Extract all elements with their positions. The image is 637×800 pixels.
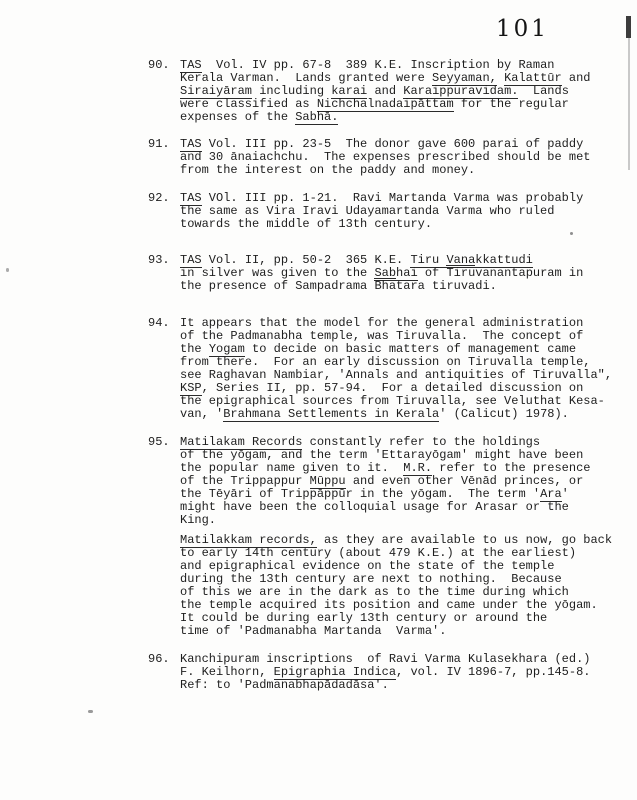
- text-run: in silver was given to the: [180, 266, 375, 280]
- footnote-paragraph: [180, 436, 618, 527]
- text-run: Kanchipuram inscriptions of Ravi Varma Kulasekhara (ed.): [180, 652, 591, 666]
- overlined-term: Bha: [374, 279, 397, 293]
- text-run: refer to the presence: [432, 461, 591, 475]
- text-run: Kerala Varman. Lands granted were: [180, 71, 433, 85]
- footnotes-list: [148, 59, 618, 692]
- footnote-number: 95.: [148, 435, 170, 449]
- underlined-term: Nichchalnadaipāttam: [316, 97, 454, 111]
- underlined-term: KSP: [180, 381, 202, 395]
- underlined-term: Mūppu: [309, 474, 346, 488]
- underlined-term: Kalattūr: [504, 71, 562, 85]
- text-run: King.: [180, 513, 217, 527]
- footnote-item: [148, 436, 618, 638]
- footnote-paragraph: [180, 192, 618, 231]
- text-run: vanantapuram in: [475, 266, 584, 280]
- text-run: for the regular: [453, 97, 569, 111]
- footnote-number: 94.: [148, 316, 170, 330]
- underlined-term: Matilakam Records: [180, 435, 303, 449]
- text-run: Vol. III pp. 23-5 The donor gave 600 parai of paddy: [201, 137, 584, 151]
- text-run: F. Keilhorn,: [180, 665, 274, 679]
- footnote-body: [180, 59, 618, 124]
- text-run: to early 14th century (about 479 K.E.) at the earliest): [180, 546, 577, 560]
- footnote-item: [148, 192, 618, 231]
- text-run: and epigraphical evidence on the state of the temple: [180, 559, 555, 573]
- text-line: [180, 218, 618, 231]
- scan-artifact-speck: [6, 268, 9, 272]
- text-run: were classified as: [180, 97, 317, 111]
- text-run: time of 'Padmanabha Martanda Varma'.: [180, 624, 447, 638]
- underlined-term: Tiru Vanakkattudi: [410, 253, 533, 267]
- underlined-term: TAS: [180, 253, 202, 267]
- page-number: 101: [496, 16, 549, 42]
- scan-artifact-edge-line: [628, 38, 630, 170]
- underlined-term: Yogam: [208, 342, 245, 356]
- underlined-term: Karaippuravidam.: [403, 84, 519, 98]
- underlined-term: TAS: [180, 58, 202, 72]
- text-run: to decide on basic matters of management came: [244, 342, 577, 356]
- text-run: the epigraphical sources from Tiruvalla, see Veluthat Kesa-: [180, 394, 605, 408]
- text-run: of this we are in the dark as to the time during which: [180, 585, 569, 599]
- text-run: of the yōgam, and the term 'Ettarayōgam' might have been: [180, 448, 584, 462]
- text-run: tara tiruvadi.: [396, 279, 497, 293]
- text-line: [180, 514, 618, 527]
- text-run: the presence of Sampadrama: [180, 279, 375, 293]
- footnote-paragraph: [180, 534, 618, 638]
- text-line: [180, 280, 618, 293]
- underlined-term: Seyyaman,: [432, 71, 497, 85]
- text-run: [497, 71, 504, 85]
- text-run: It could be during early 13th century or around the: [180, 611, 548, 625]
- text-line: [180, 408, 618, 421]
- underlined-term: Brahmana Settlements in Kerala: [223, 407, 440, 421]
- footnote-paragraph: [180, 317, 618, 421]
- text-run: from there. For an early discussion on Tiruvalla temple,: [180, 355, 591, 369]
- text-run: of: [417, 266, 447, 280]
- text-run: Vol. IV pp. 67-8 389 K.E. Inscription by Raman: [201, 58, 555, 72]
- footnote-number: 96.: [148, 652, 170, 666]
- text-run: expenses of the: [180, 110, 296, 124]
- text-run: Ref: to 'Padmanabhapādadāsa'.: [180, 678, 389, 692]
- text-run: from the interest on the paddy and money.: [180, 163, 476, 177]
- text-run: might have been the colloquial usage for Arasar or the: [180, 500, 569, 514]
- text-run: the popular name given to it.: [180, 461, 404, 475]
- footnote-body: [180, 138, 618, 177]
- footnote-item: [148, 653, 618, 692]
- text-run: and 30 ānaiachchu. The expenses prescribed should be met: [180, 150, 591, 164]
- text-line: [180, 625, 618, 638]
- text-run: during the 13th century are next to nothing. Because: [180, 572, 562, 586]
- underlined-term: Sabhā.: [295, 110, 339, 124]
- scan-artifact-speck: [88, 710, 93, 713]
- underlined-term: M.R.: [403, 461, 433, 475]
- footnote-item: [148, 317, 618, 421]
- footnote-number: 90.: [148, 58, 170, 72]
- scan-artifact-speck: [570, 232, 573, 235]
- footnote-body: [180, 317, 618, 421]
- underlined-term: Siraiyāram: [180, 84, 253, 98]
- text-run: see Raghavan Nambiar, 'Annals and antiquities of Tiruvalla",: [180, 368, 613, 382]
- text-run: the temple acquired its position and came under the yōgam.: [180, 598, 598, 612]
- footnote-paragraph: [180, 254, 618, 293]
- underlined-term: Ara: [540, 487, 562, 501]
- text-run: the Tēyāri of Trippāppūr in the yōgam. The term ': [180, 487, 541, 501]
- underlined-term: TAS: [180, 137, 202, 151]
- overlined-term: Tiru: [446, 266, 476, 280]
- text-run: , Series II, pp. 57-94. For a detailed discussion on: [201, 381, 584, 395]
- footnote-body: [180, 192, 618, 231]
- text-run: ' (Calicut) 1978).: [439, 407, 569, 421]
- text-run: VOl. III pp. 1-21. Ravi Martanda Varma was probably: [201, 191, 584, 205]
- text-run: of the Trippappur: [180, 474, 310, 488]
- text-line: [180, 501, 618, 514]
- underlined-term: TAS: [180, 191, 202, 205]
- text-line: [180, 164, 618, 177]
- text-run: including: [252, 84, 332, 98]
- text-run: the same as Vira Iravi Udayamartanda Varma who ruled: [180, 204, 555, 218]
- text-line: [180, 679, 618, 692]
- scan-artifact-edge-tick: [626, 16, 631, 38]
- text-run: constantly refer to the holdings: [302, 435, 541, 449]
- text-run: ': [561, 487, 569, 501]
- text-run: as they are available to us now, go back: [316, 533, 613, 547]
- footnote-item: [148, 254, 618, 293]
- footnote-item: [148, 138, 618, 177]
- footnote-body: [180, 653, 618, 692]
- text-run: , vol. IV 1896-7, pp.145-8.: [396, 665, 591, 679]
- text-run: and even other Vēnād princes, or: [345, 474, 584, 488]
- text-run: van, ': [180, 407, 224, 421]
- underlined-term: Epigraphia Indica: [273, 665, 397, 679]
- text-run: Lands: [518, 84, 569, 98]
- footnote-body: [180, 254, 618, 293]
- text-line: [180, 111, 618, 124]
- text-run: Vol. II, pp. 50-2 365 K.E.: [201, 253, 411, 267]
- text-run: and: [561, 71, 591, 85]
- text-run: It appears that the model for the general administration: [180, 316, 584, 330]
- text-run: and: [367, 84, 404, 98]
- underlined-term: karai: [331, 84, 368, 98]
- text-run: the: [180, 342, 209, 356]
- text-run: towards the middle of 13th century.: [180, 217, 433, 231]
- footnote-body: [180, 436, 618, 638]
- footnote-item: [148, 59, 618, 124]
- footnote-number: 93.: [148, 253, 170, 267]
- footnote-number: 91.: [148, 137, 170, 151]
- underlined-term: Matilakkam records,: [180, 533, 317, 547]
- footnote-number: 92.: [148, 191, 170, 205]
- footnote-paragraph: [180, 653, 618, 692]
- underlined-term: Sabhai: [374, 266, 418, 280]
- text-run: of the Padmanabha temple, was Tiruvalla. The concept of: [180, 329, 584, 343]
- footnote-paragraph: [180, 138, 618, 177]
- footnote-paragraph: [180, 59, 618, 124]
